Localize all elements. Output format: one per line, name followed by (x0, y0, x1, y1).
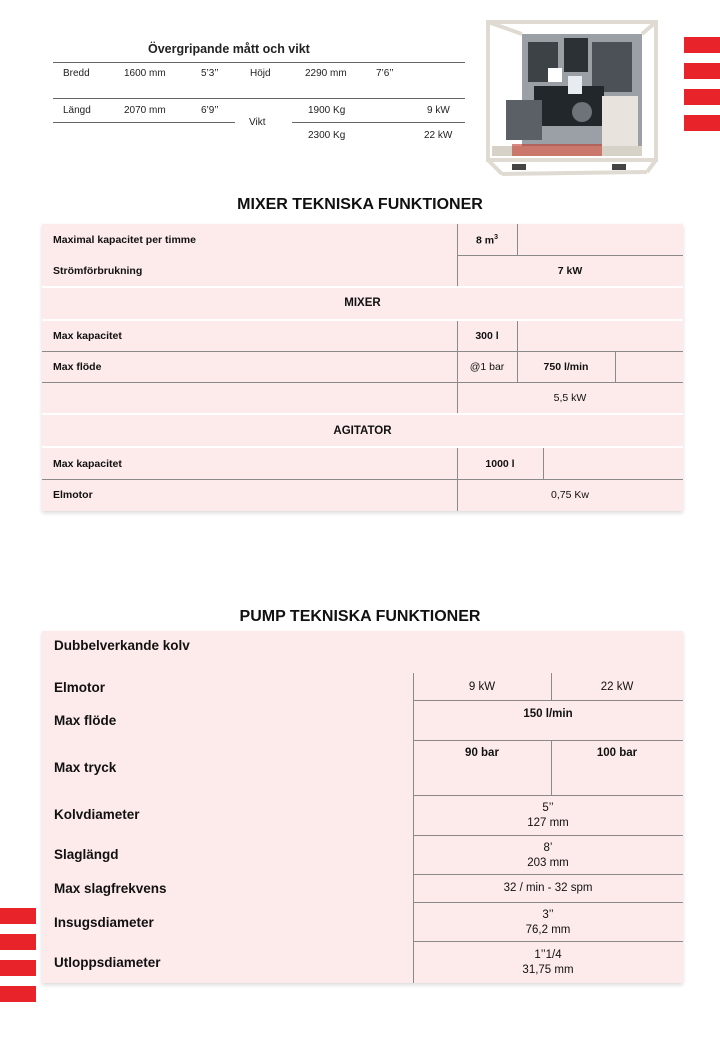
stroke-length-value (413, 841, 683, 871)
decorative-red-bar (0, 908, 36, 924)
divider (413, 902, 683, 903)
agitator-motor-label: Elmotor (53, 489, 93, 501)
divider (42, 413, 683, 415)
hojd-mm: 2290 mm (305, 68, 347, 79)
inlet-diameter-inch: 3’’ (542, 909, 554, 921)
max-capacity-per-hour-value: 8 $m^3$ (476, 234, 498, 247)
outlet-diameter-label: Utloppsdiameter (54, 955, 161, 970)
decorative-red-bar (684, 63, 720, 79)
divider (42, 286, 683, 288)
hojd-label: Höjd (250, 68, 271, 79)
kw-1: 9 kW (427, 105, 450, 116)
stroke-length-label: Slaglängd (54, 847, 119, 862)
mixer-max-capacity-value: 300 l (475, 330, 499, 342)
pump-section-title: PUMP TEKNISKA FUNKTIONER (239, 608, 481, 625)
piston-diameter-value (413, 801, 683, 831)
agitator-motor-value: 0,75 Kw (551, 489, 589, 501)
decorative-red-bar (684, 89, 720, 105)
power-consumption-value: 7 kW (557, 265, 583, 277)
divider (517, 224, 518, 255)
divider (413, 874, 683, 875)
pump-type-label: Dubbelverkande kolv (54, 638, 190, 653)
divider (42, 382, 683, 383)
mixer-max-flow-label: Max flöde (53, 361, 102, 373)
divider (53, 98, 465, 99)
divider (53, 122, 235, 123)
pump-elmotor-label: Elmotor (54, 680, 106, 695)
divider (413, 941, 683, 942)
vikt-2: 2300 Kg (308, 130, 346, 141)
langd-mm: 2070 mm (124, 105, 166, 116)
max-capacity-per-hour-label: Maximal kapacitet per timme (53, 234, 196, 246)
divider (615, 351, 616, 382)
pump-max-pressure-100bar: 100 bar (596, 747, 638, 759)
bredd-ft: 5’3’’ (201, 68, 219, 79)
divider (42, 351, 683, 352)
divider (457, 255, 683, 256)
divider (53, 62, 465, 63)
vikt-label: Vikt (249, 117, 266, 128)
max-stroke-frequency-value: 32 / min - 32 spm (503, 882, 593, 894)
overall-dimensions-title: Övergripande mått och vikt (148, 42, 310, 56)
langd-ft: 6’9’’ (201, 105, 219, 116)
piston-diameter-inch: 5’’ (542, 802, 554, 814)
stroke-length-inch: 8’ (543, 842, 553, 854)
divider (42, 446, 683, 448)
mixer-section-title: MIXER TEKNISKA FUNKTIONER (237, 196, 483, 213)
outlet-diameter-value (413, 948, 683, 978)
pump-specs-table (42, 631, 683, 983)
agitator-header: AGITATOR (333, 425, 392, 437)
bredd-mm: 1600 mm (124, 68, 166, 79)
pump-elmotor-9kw: 9 kW (468, 681, 496, 693)
mixer-motor-value: 5,5 kW (553, 392, 587, 404)
divider (413, 700, 683, 701)
agitator-max-capacity-value: 1000 l (485, 458, 515, 470)
mixer-flow-pressure: @1 bar (469, 361, 505, 373)
pump-max-pressure-label: Max tryck (54, 760, 117, 775)
outlet-diameter-inch: 1’’1/4 (534, 949, 562, 961)
decorative-red-bar (0, 960, 36, 976)
product-photo (482, 16, 662, 182)
inlet-diameter-label: Insugsdiameter (54, 915, 154, 930)
max-stroke-frequency-label: Max slagfrekvens (54, 881, 167, 896)
inlet-diameter-value (413, 908, 683, 938)
divider (42, 319, 683, 321)
hojd-ft: 7’6’’ (376, 68, 394, 79)
decorative-red-bar (0, 986, 36, 1002)
langd-label: Längd (63, 105, 91, 116)
divider (413, 835, 683, 836)
pump-max-flow-value: 150 l/min (523, 708, 573, 720)
decorative-red-bar (684, 37, 720, 53)
decorative-red-bar (684, 115, 720, 131)
power-consumption-label: Strömförbrukning (53, 265, 143, 277)
outlet-diameter-mm: 31,75 mm (522, 964, 574, 976)
mixer-max-capacity-label: Max kapacitet (53, 330, 122, 342)
kw-2: 22 kW (424, 130, 453, 141)
divider (413, 795, 683, 796)
stroke-length-mm: 203 mm (527, 857, 569, 869)
piston-diameter-label: Kolvdiameter (54, 807, 140, 822)
piston-diameter-mm: 127 mm (527, 817, 569, 829)
vikt-1: 1900 Kg (308, 105, 346, 116)
divider (292, 122, 465, 123)
mixer-header: MIXER (344, 297, 381, 309)
mixer-max-flow-value: 750 l/min (543, 361, 589, 373)
pump-max-flow-label: Max flöde (54, 713, 117, 728)
divider (517, 321, 518, 351)
divider (413, 740, 683, 741)
mixer-specs-table (42, 224, 683, 511)
cubic-superscript: 3 (494, 234, 498, 241)
pump-max-pressure-90bar: 90 bar (465, 747, 499, 759)
divider (42, 479, 683, 480)
pump-elmotor-22kw: 22 kW (600, 681, 634, 693)
inlet-diameter-mm: 76,2 mm (525, 924, 571, 936)
divider (543, 448, 544, 479)
decorative-red-bar (0, 934, 36, 950)
agitator-max-capacity-label: Max kapacitet (53, 458, 122, 470)
bredd-label: Bredd (63, 68, 90, 79)
